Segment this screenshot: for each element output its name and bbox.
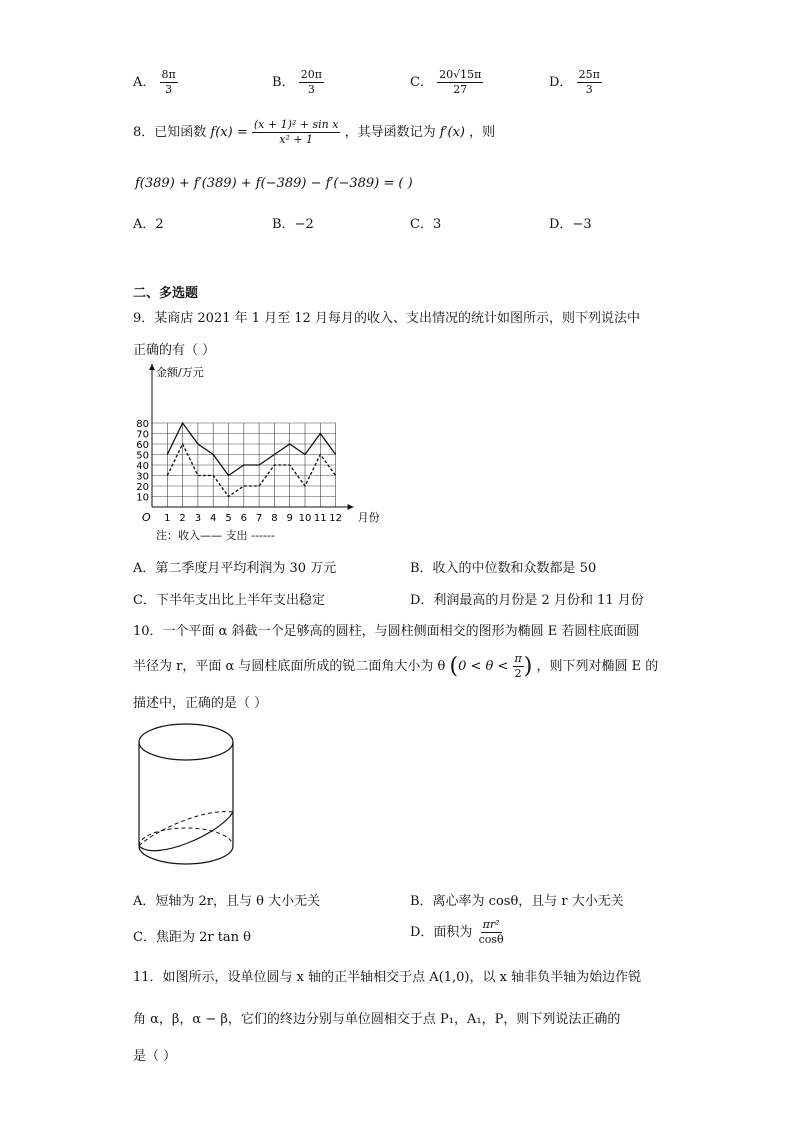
q11-stem-line3: 是（ ） xyxy=(133,1049,177,1064)
q7-option-a[interactable]: A． $\frac{8\pi}{3}$ xyxy=(133,68,176,96)
x-tick-label: 12 xyxy=(329,513,342,524)
q9-option-b[interactable]: B．收入的中位数和众数都是 50 xyxy=(410,561,597,576)
q10-option-d[interactable]: D．面积为 $\frac{\text{πr²}}{\cos\theta}$ xyxy=(410,918,504,946)
q8-option-c[interactable]: C．3 xyxy=(410,217,442,232)
y-axis-title: 金额/万元 xyxy=(156,366,204,379)
q10-option-c[interactable]: C．焦距为 2r tan θ xyxy=(133,930,252,945)
y-tick-label: 20 xyxy=(136,482,149,493)
series-line-expense xyxy=(167,444,335,497)
q11-stem-line1: 11．如图所示，设单位圆与 x 轴的正半轴相交于点 A(1,0)，以 x 轴非负半轴为始边作锐 xyxy=(133,970,642,985)
series-line-income xyxy=(167,423,335,476)
origin-label: O xyxy=(142,511,151,524)
x-axis-title: 月份 xyxy=(357,511,380,524)
x-tick-label: 11 xyxy=(313,513,327,524)
x-tick-label: 5 xyxy=(225,513,232,524)
q9-option-d[interactable]: D．利润最高的月份是 2 月份和 11 月份 xyxy=(410,593,644,608)
q7-option-b[interactable]: B． $\frac{20\pi}{3}$ xyxy=(272,68,322,96)
q8-option-a[interactable]: A．2 xyxy=(133,217,164,232)
chart-root xyxy=(136,364,379,542)
x-tick-label: 1 xyxy=(164,513,171,524)
q9-stem-line1: 9．某商店 2021 年 1 月至 12 月每月的收入、支出情况的统计如图所示，则下列说法中 xyxy=(133,311,640,326)
q7-option-c[interactable]: C． $\frac{20√15\pi}{27}$ xyxy=(410,68,482,96)
q10-stem-line3: 描述中，正确的是（ ） xyxy=(133,696,268,711)
q8-stem: 8．已知函数 f(x) = $\frac{\text{(x + 1)² + sin x}}{\text{x² + 1}}$ ，其导函数记为 f′(x) ，则 xyxy=(133,118,496,146)
q10-stem-line1: 10．一个平面 α 斜截一个足够高的圆柱，与圆柱侧面相交的图形为椭圆 E 若圆柱底面圆 xyxy=(133,624,640,639)
x-tick-label: 7 xyxy=(255,513,263,524)
section-ellipse-back xyxy=(139,812,233,846)
cylinder-diagram xyxy=(130,716,250,876)
y-tick-label: 80 xyxy=(136,419,149,430)
cylinder-bottom-front xyxy=(139,846,233,864)
q10-stem-line2: 半径为 r，平面 α 与圆柱底面所成的锐二面角大小为 θ (0 < θ < $\frac{\pi}{2}$ ) ，则下列对椭圆 E 的 xyxy=(133,652,659,680)
section-ellipse-front xyxy=(139,812,233,851)
x-tick-label: 8 xyxy=(271,513,278,524)
section-title: 二、多选题 xyxy=(133,286,199,301)
q11-stem-line2: 角 α，β，α − β，它们的终边分别与单位圆相交于点 P₁，A₁，P，则下列说法正确的 xyxy=(133,1012,621,1027)
y-axis-arrow xyxy=(149,364,155,370)
x-tick-label: 3 xyxy=(194,513,202,524)
q9-stem-line2: 正确的有（ ） xyxy=(133,343,216,358)
y-tick-label: 60 xyxy=(136,440,149,451)
y-tick-label: 10 xyxy=(136,492,149,504)
y-tick-label: 70 xyxy=(136,429,149,441)
x-tick-label: 2 xyxy=(179,513,186,524)
x-tick-label: 6 xyxy=(240,513,247,524)
q10-option-a[interactable]: A．短轴为 2r，且与 θ 大小无关 xyxy=(133,894,321,909)
x-axis-arrow xyxy=(348,504,354,510)
x-tick-label: 9 xyxy=(286,513,293,524)
q8-option-b[interactable]: B．−2 xyxy=(272,217,314,232)
income-expense-chart xyxy=(128,358,388,548)
y-tick-label: 40 xyxy=(136,461,149,472)
q7-option-d[interactable]: D． $\frac{25\pi}{3}$ xyxy=(549,68,600,96)
q8-expression: f(389) + f′(389) + f(−389) − f′(−389) = ( ) xyxy=(135,176,413,191)
q9-option-c[interactable]: C．下半年支出比上半年支出稳定 xyxy=(133,593,325,608)
q9-option-a[interactable]: A．第二季度月平均利润为 30 万元 xyxy=(133,561,337,576)
y-tick-label: 50 xyxy=(136,450,149,462)
y-tick-label: 30 xyxy=(136,471,149,483)
q10-option-b[interactable]: B．离心率为 cosθ，且与 r 大小无关 xyxy=(410,894,624,909)
cylinder-top-ellipse xyxy=(139,724,233,760)
x-tick-label: 10 xyxy=(298,513,312,524)
x-tick-label: 4 xyxy=(210,513,217,524)
chart-legend-note: 注：收入—— 支出 ------ xyxy=(156,529,275,542)
q8-option-d[interactable]: D．−3 xyxy=(549,217,592,232)
